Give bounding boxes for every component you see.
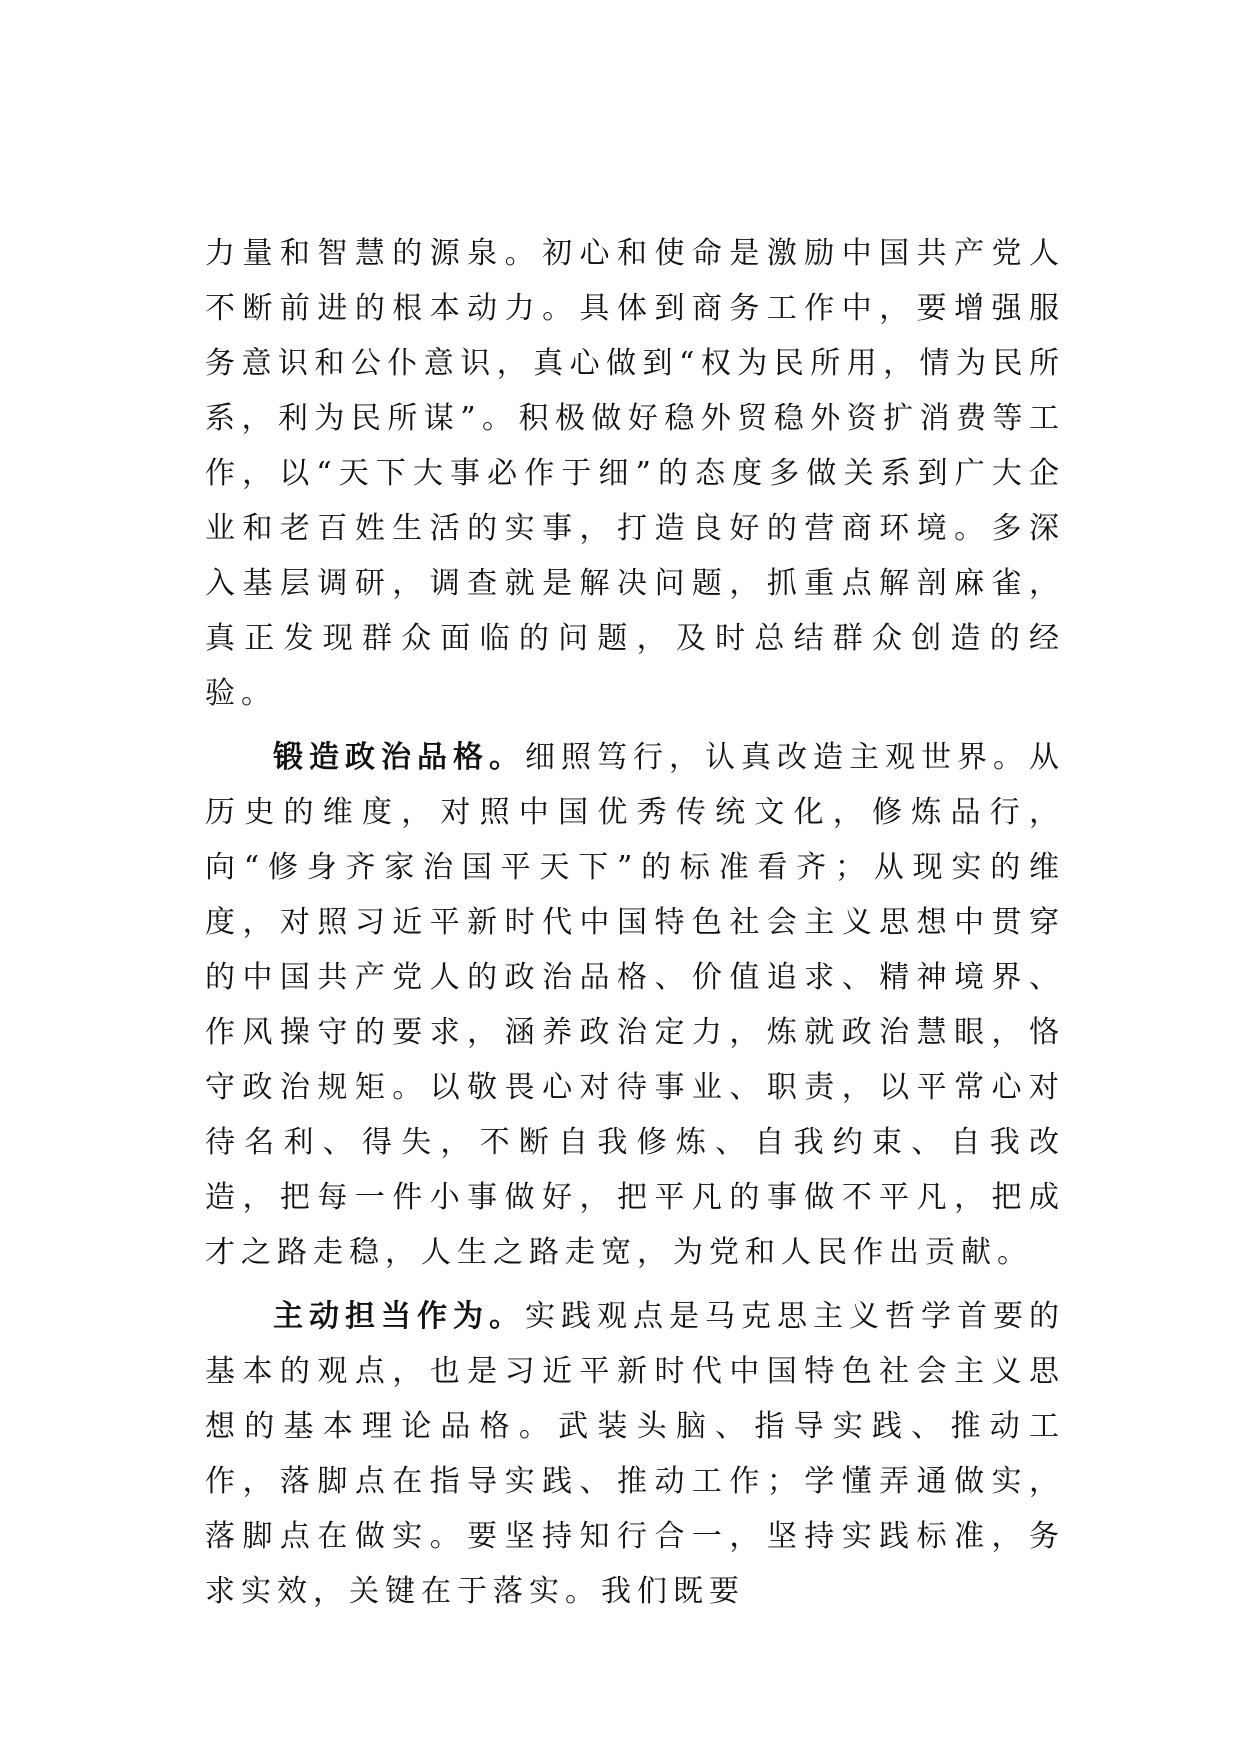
paragraph-1-text: 力量和智慧的源泉。初心和使命是激励中国共产党人不断前进的根本动力。具体到商务工作中，要增强服务意识和公仆意识，真心做到“权为民所用，情为民所系，利为民所谋”。积极做好稳外贸稳外资扩消费等工作，以“天下大事必作于细”的态度多做关系到广大企业和老百姓生活的实事，打造良好的营商环境。多深入基层调研，调查就是解决问题，抓重点解剖麻雀，真正发现群众面临的问题，及时总结群众创造的经验。	[205, 236, 1065, 711]
paragraph-1	[205, 226, 1065, 721]
paragraph-3	[205, 1289, 1065, 1619]
paragraph-2-text: 细照笃行，认真改造主观世界。从历史的维度，对照中国优秀传统文化，修炼品行，向“修身齐家治国平天下”的标准看齐；从现实的维度，对照习近平新时代中国特色社会主义思想中贯穿的中国共产党人的政治品格、价值追求、精神境界、作风操守的要求，涵养政治定力，炼就政治慧眼，恪守政治规矩。以敬畏心对待事业、职责，以平常心对待名利、得失，不断自我修炼、自我约束、自我改造，把每一件小事做好，把平凡的事做不平凡，把成才之路走稳，人生之路走宽，为党和人民作出贡献。	[205, 740, 1065, 1270]
paragraph-2-lead: 锻造政治品格。	[273, 740, 525, 775]
paragraph-2	[205, 730, 1065, 1280]
paragraph-3-text: 实践观点是马克思主义哲学首要的基本的观点，也是习近平新时代中国特色社会主义思想的基本理论品格。武装头脑、指导实践、推动工作，落脚点在指导实践、推动工作；学懂弄通做实，落脚点在做实。要坚持知行合一，坚持实践标准，务求实效，关键在于落实。我们既要	[205, 1299, 1065, 1609]
paragraph-3-lead: 主动担当作为。	[273, 1299, 525, 1334]
body-text	[205, 226, 1065, 1628]
